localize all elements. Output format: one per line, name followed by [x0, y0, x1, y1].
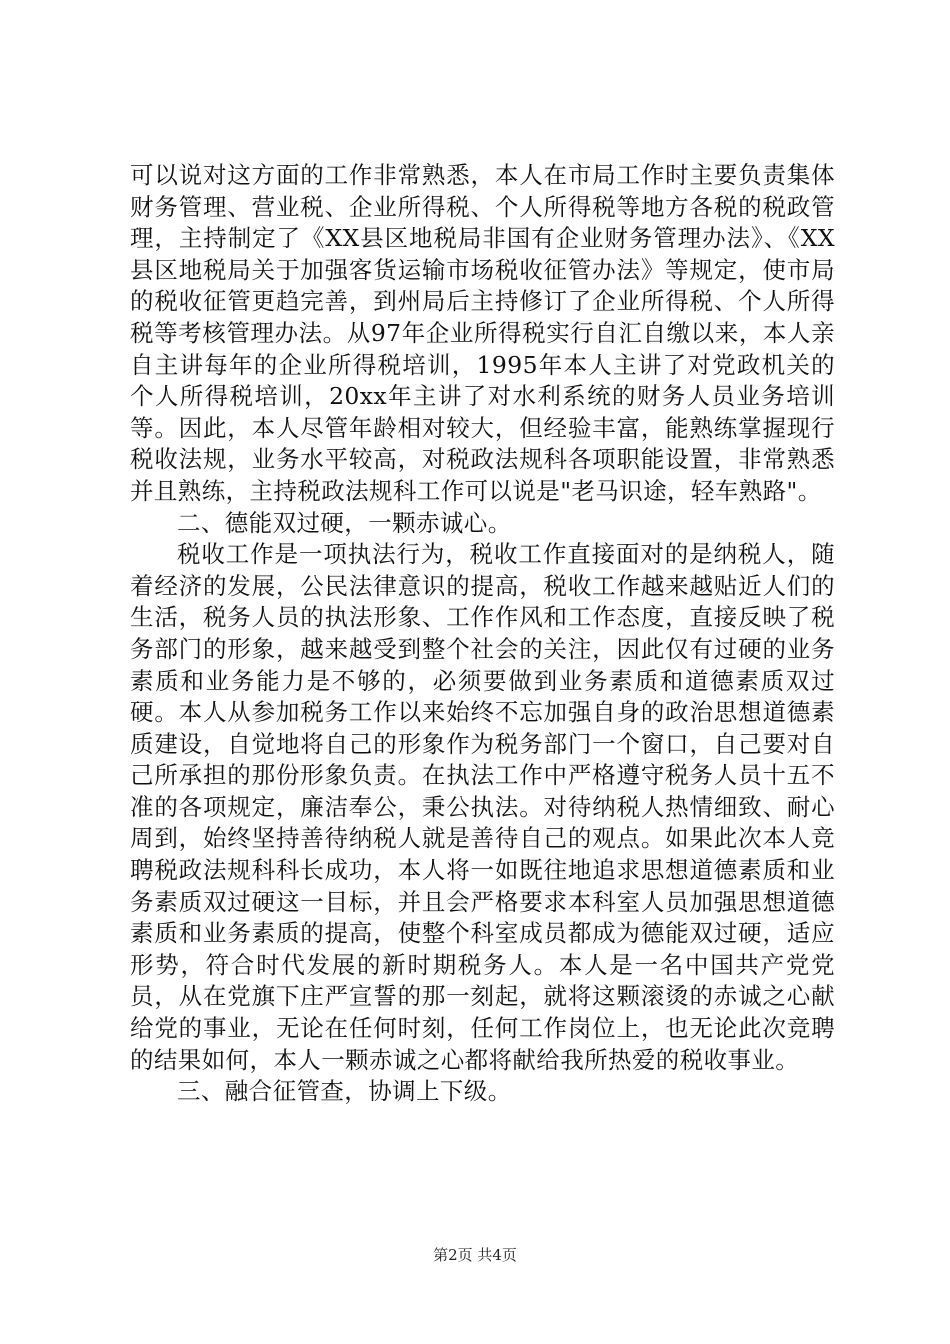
paragraph-section-2: 税收工作是一项执法行为，税收工作直接面对的是纳税人，随着经济的发展，公民法律意识的提高，税收工作越来越贴近人们的生活，税务人员的执法形象、工作作风和工作态度，直接反映了税务部门的形象，越来越受到整个社会的关注，因此仅有过硬的业务素质和业务能力是不够的，必须要做到业务素质和道德素质双过硬。本人从参加税务工作以来始终不忘加强自身的政治思想道德素质建设，自觉地将自己的形象作为税务部门一个窗口，自己要对自己所承担的那份形象负责。在执法工作中严格遵守税务人员十五不准的各项规定，廉洁奉公，秉公执法。对待纳税人热情细致、耐心周到，始终坚持善待纳税人就是善待自己的观点。如果此次本人竞聘税政法规科科长成功，本人将一如既往地追求思想道德素质和业务素质双过硬这一目标，并且会严格要求本科室人员加强思想道德素质和业务素质的提高，使整个科室成员都成为德能双过硬，适应形势，符合时代发展的新时期税务人。本人是一名中国共产党党员，从在党旗下庄严宣誓的那一刻起，就将这颗滚烫的赤诚之心献给党的事业，无论在任何时刻，任何工作岗位上，也无论此次竞聘的结果如何，本人一颗赤诚之心都将献给我所热爱的税收事业。	[130, 540, 835, 1074]
document-body	[130, 160, 835, 1108]
page-footer: 第2页 共4页	[433, 1246, 517, 1264]
section-heading-2: 二、德能双过硬，一颗赤诚心。	[177, 508, 512, 537]
section-heading-3: 三、融合征管查，协调上下级。	[177, 1077, 512, 1106]
paragraph-continued: 可以说对这方面的工作非常熟悉，本人在市局工作时主要负责集体财务管理、营业税、企业所得税、个人所得税等地方各税的税政管理，主持制定了《XX县区地税局非国有企业财务管理办法》、《XX县区地税局关于加强客货运输市场税收征管办法》等规定，使市局的税收征管更趋完善，到州局后主持修订了企业所得税、个人所得税等考核管理办法。从97年企业所得税实行自汇自缴以来，本人亲自主讲每年的企业所得税培训，1995年本人主讲了对党政机关的个人所得税培训，20xx年主讲了对水利系统的财务人员业务培训等。因此，本人尽管年龄相对较大，但经验丰富，能熟练掌握现行税收法规，业务水平较高，对税政法规科各项职能设置，非常熟悉并且熟练，主持税政法规科工作可以说是"老马识途，轻车熟路"。	[130, 161, 835, 505]
